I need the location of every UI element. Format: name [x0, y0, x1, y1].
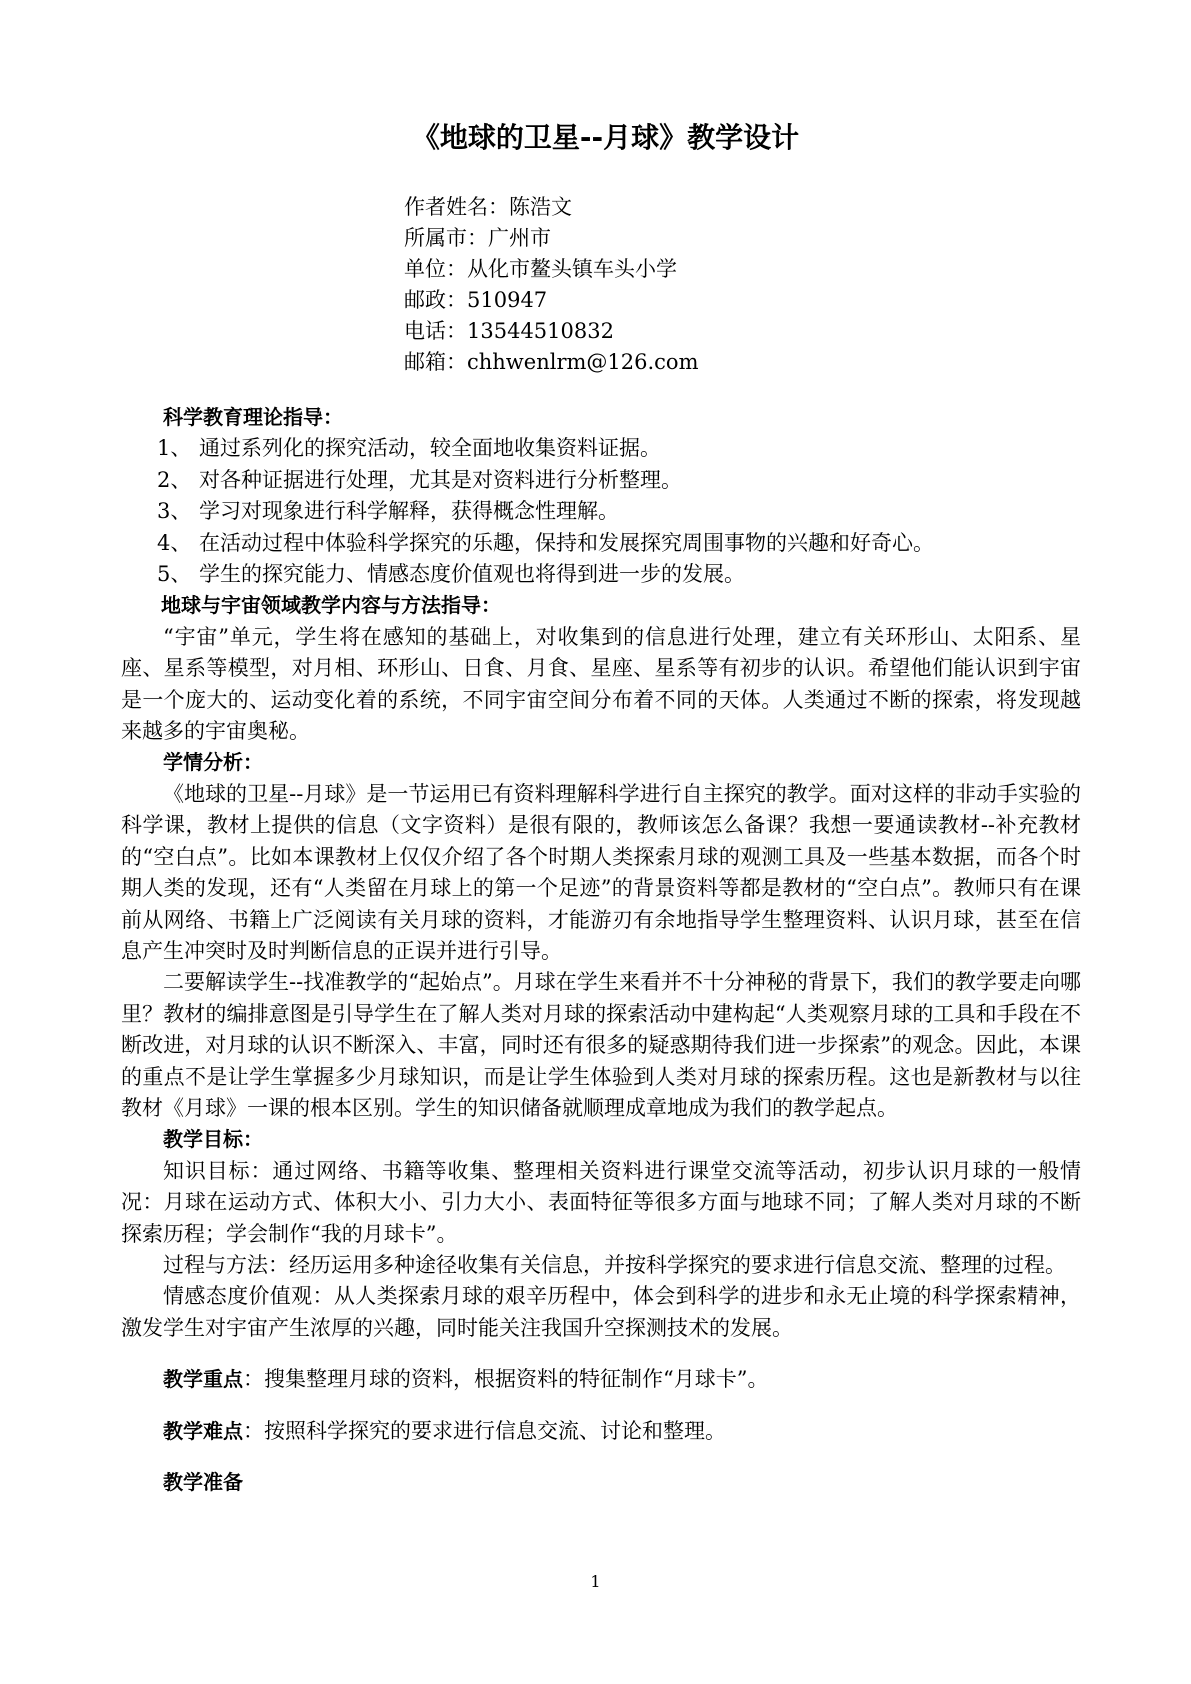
list-item-text: 学生的探究能力、情感态度价值观也将得到进一步的发展。	[199, 562, 745, 587]
earth-universe-heading: 地球与宇宙领域教学内容与方法指导：	[161, 593, 501, 618]
list-item-number: 4、	[157, 530, 192, 555]
analysis-paragraph-2: 二要解读学生--找准教学的“起始点”。月球在学生来看并不十分神秘的背景下，我们的教学要走向哪里？教材的编排意图是引导学生在了解人类对月球的探索活动中建构起“人类观察月球的工具和手段在不断改进，对月球的认识不断深入、丰富，同时还有很多的疑惑期待我们进一步探索”的观念。因此，本课的重点不是让学生掌握多少月球知识，而是让学生体验到人类对月球的探索历程。这也是新教材与以往教材《月球》一课的根本区别。学生的知识储备就顺理成章地成为我们的教学起点。	[121, 970, 1081, 1120]
author-info	[404, 192, 698, 378]
list-item-number: 2、	[157, 467, 192, 492]
list-item-text: 对各种证据进行处理，尤其是对资料进行分析整理。	[199, 467, 682, 492]
list-item	[121, 528, 1081, 559]
key-point-label: 教学重点	[163, 1367, 243, 1392]
goals-knowledge-paragraph: 知识目标：通过网络、书籍等收集、整理相关资料进行课堂交流等活动，初步认识月球的一般情况：月球在运动方式、体积大小、引力大小、表面特征等很多方面与地球不同；了解人类对月球的不断探索历程；学会制作“我的月球卡”。	[121, 1158, 1081, 1246]
author-city: 所属市：广州市	[404, 226, 551, 250]
document-body	[121, 402, 1081, 1498]
page-number: 1	[590, 1572, 601, 1591]
key-point-paragraph	[121, 1364, 1081, 1395]
analysis-heading: 学情分析：	[163, 750, 263, 775]
author-phone: 电话：13544510832	[404, 319, 614, 343]
author-name: 作者姓名：陈浩文	[404, 195, 572, 219]
earth-universe-paragraph: “宇宙”单元，学生将在感知的基础上，对收集到的信息进行处理，建立有关环形山、太阳系、星座、星系等模型，对月相、环形山、日食、月食、星座、星系等有初步的认识。希望他们能认识到宇宙是一个庞大的、运动变化着的系统，不同宇宙空间分布着不同的天体。人类通过不断的探索，将发现越来越多的宇宙奥秘。	[121, 624, 1081, 744]
list-item-number: 5、	[157, 562, 192, 587]
analysis-paragraph-1: 《地球的卫星--月球》是一节运用已有资料理解科学进行自主探究的教学。面对这样的非动手实验的科学课，教材上提供的信息（文字资料）是很有限的，教师该怎么备课？我想一要通读教材--补充教材的“空白点”。比如本课教材上仅仅介绍了各个时期人类探索月球的观测工具及一些基本数据，而各个时期人类的发现，还有“人类留在月球上的第一个足迹”的背景资料等都是教材的“空白点”。教师只有在课前从网络、书籍上广泛阅读有关月球的资料，才能游刃有余地指导学生整理资料、认识月球，甚至在信息产生冲突时及时判断信息的正误并进行引导。	[121, 781, 1081, 963]
goals-attitude-paragraph: 情感态度价值观：从人类探索月球的艰辛历程中，体会到科学的进步和永无止境的科学探索精神，激发学生对宇宙产生浓厚的兴趣，同时能关注我国升空探测技术的发展。	[121, 1284, 1081, 1340]
list-item-number: 3、	[157, 499, 192, 524]
list-item	[121, 433, 1081, 464]
list-item-text: 学习对现象进行科学解释，获得概念性理解。	[199, 499, 619, 524]
difficulty-label: 教学难点	[163, 1418, 243, 1443]
list-item-number: 1、	[157, 436, 192, 461]
author-email: 邮箱：chhwenlrm@126.com	[404, 350, 699, 374]
list-item	[121, 465, 1081, 496]
document-title: 《地球的卫星--月球》教学设计	[411, 121, 800, 154]
preparation-label: 教学准备	[163, 1470, 243, 1494]
list-item-text: 通过系列化的探究活动，较全面地收集资料证据。	[199, 436, 661, 461]
goals-process-paragraph: 过程与方法：经历运用多种途径收集有关信息，并按科学探究的要求进行信息交流、整理的过程。	[163, 1252, 1066, 1277]
key-point-text: ：搜集整理月球的资料，根据资料的特征制作“月球卡”。	[243, 1367, 769, 1392]
goals-heading: 教学目标：	[163, 1127, 263, 1152]
difficulty-paragraph	[121, 1416, 1081, 1447]
list-item	[121, 496, 1081, 527]
difficulty-text: ：按照科学探究的要求进行信息交流、讨论和整理。	[243, 1418, 726, 1443]
author-unit: 单位：从化市鳌头镇车头小学	[404, 257, 677, 281]
list-item-text: 在活动过程中体验科学探究的乐趣，保持和发展探究周围事物的兴趣和好奇心。	[199, 530, 934, 555]
list-item	[121, 559, 1081, 590]
theory-heading: 科学教育理论指导：	[163, 405, 343, 429]
preparation-paragraph	[121, 1467, 1081, 1498]
author-postcode: 邮政：510947	[404, 288, 548, 312]
